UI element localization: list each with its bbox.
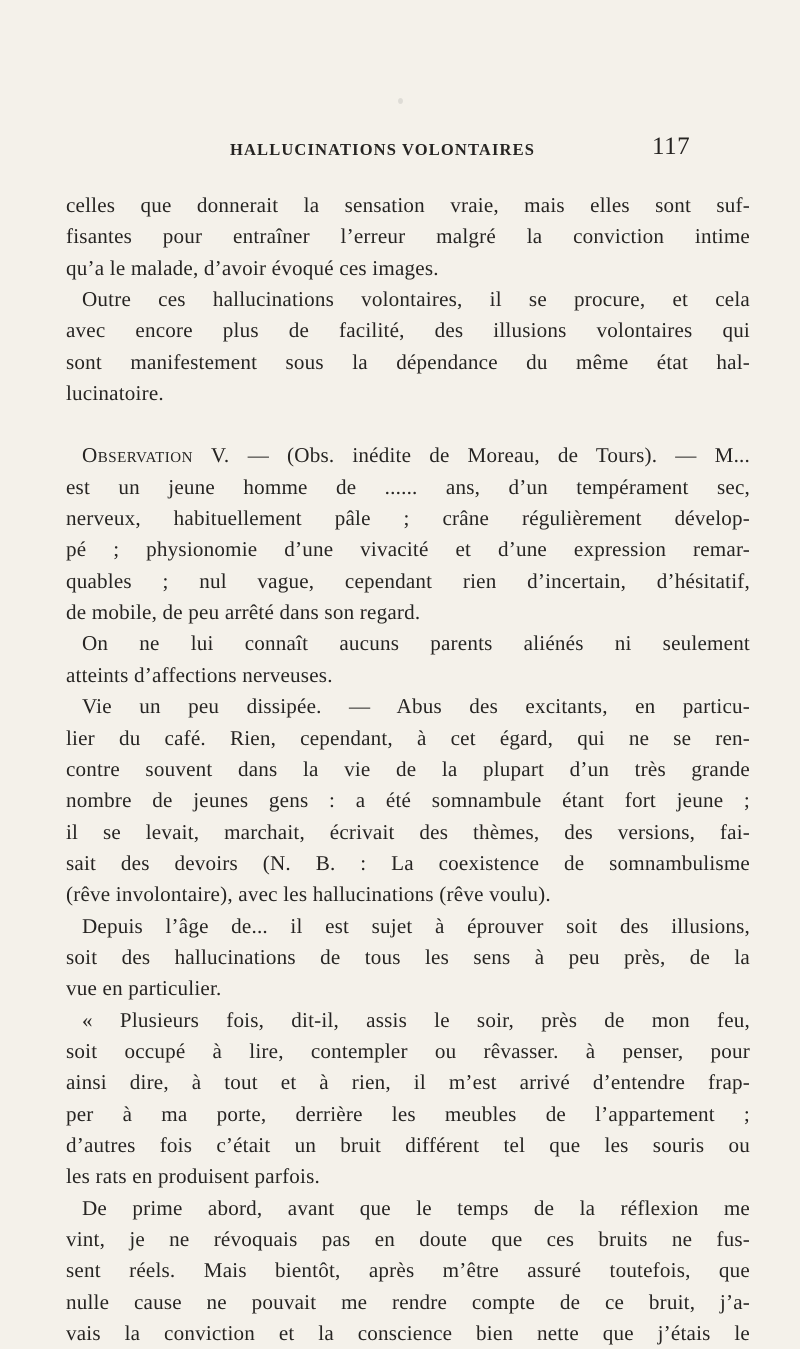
- text-line: per à ma porte, derrière les meubles de l’appartement ;: [66, 1101, 750, 1126]
- text-line: « Plusieurs fois, dit-il, assis le soir, près de mon feu,: [82, 1007, 750, 1032]
- observation-heading-line: [66, 440, 750, 471]
- text-line: sait des devoirs (N. B. : La coexistence de somnambulisme: [66, 850, 750, 875]
- text-line: d’autres fois c’était un bruit différent tel que les souris ou: [66, 1132, 750, 1157]
- paragraph-gap: [66, 409, 750, 440]
- text-line: pé ; physionomie d’une vivacité et d’une expression remar-: [66, 537, 750, 562]
- text-line: lier du café. Rien, cependant, à cet égard, qui ne se ren-: [66, 725, 750, 750]
- text-line: sent réels. Mais bientôt, après m’être assuré toutefois, que: [66, 1258, 750, 1283]
- text-line: qu’a le malade, d’avoir évoqué ces images.: [66, 255, 439, 280]
- observation-source: — (Obs. inédite de Moreau, de Tours). — M...: [229, 443, 750, 468]
- text-line: fisantes pour entraîner l’erreur malgré la conviction intime: [66, 224, 750, 249]
- text-line: sont manifestement sous la dépendance du même état hal-: [66, 349, 750, 374]
- observation-label: Observation V.: [82, 443, 230, 468]
- text-line: de mobile, de peu arrêté dans son regard.: [66, 600, 421, 625]
- body-text: [66, 190, 750, 1349]
- text-line: nulle cause ne pouvait me rendre compte de ce bruit, j’a-: [66, 1289, 750, 1314]
- text-line: celles que donnerait la sensation vraie, mais elles sont suf-: [66, 193, 750, 217]
- text-line: lucinatoire.: [66, 381, 164, 406]
- text-line: nombre de jeunes gens : a été somnambule étant fort jeune ;: [66, 788, 750, 813]
- text-line: soit des hallucinations de tous les sens à peu près, de la: [66, 944, 750, 969]
- text-line: On ne lui connaît aucuns parents aliénés ni seulement: [82, 631, 750, 656]
- text-line: il se levait, marchait, écrivait des thèmes, des versions, fai-: [66, 819, 750, 844]
- text-line: vais la conviction et la conscience bien nette que j’étais le: [66, 1321, 750, 1346]
- text-line: vint, je ne révoquais pas en doute que ces bruits ne fus-: [66, 1227, 750, 1251]
- paper-speck: [398, 98, 403, 104]
- text-line: Depuis l’âge de... il est sujet à éprouver soit des illusions,: [82, 913, 750, 938]
- text-line: atteints d’affections nerveuses.: [66, 662, 333, 687]
- text-line: (rêve involontaire), avec les hallucinations (rêve voulu).: [66, 882, 551, 907]
- text-line: quables ; nul vague, cependant rien d’incertain, d’hésitatif,: [66, 568, 750, 593]
- text-line: Outre ces hallucinations volontaires, il se procure, et cela: [82, 287, 750, 312]
- page-header: [0, 132, 800, 172]
- text-line: vue en particulier.: [66, 976, 222, 1001]
- text-line: Vie un peu dissipée. — Abus des excitants, en particu-: [82, 694, 750, 719]
- page-number: 117: [652, 133, 691, 160]
- text-line: ainsi dire, à tout et à rien, il m’est arrivé d’entendre frap-: [66, 1070, 750, 1095]
- text-line: avec encore plus de facilité, des illusions volontaires qui: [66, 318, 750, 343]
- text-line: De prime abord, avant que le temps de la réflexion me: [82, 1195, 750, 1220]
- running-title: HALLUCINATIONS VOLONTAIRES: [230, 140, 536, 159]
- text-line: nerveux, habituellement pâle ; crâne régulièrement dévelop-: [66, 506, 750, 531]
- text-line: contre souvent dans la vie de la plupart d’un très grande: [66, 756, 750, 781]
- text-line: soit occupé à lire, contempler ou rêvasser. à penser, pour: [66, 1038, 750, 1063]
- text-line: les rats en produisent parfois.: [66, 1164, 320, 1189]
- text-line: est un jeune homme de ...... ans, d’un tempérament sec,: [66, 474, 750, 499]
